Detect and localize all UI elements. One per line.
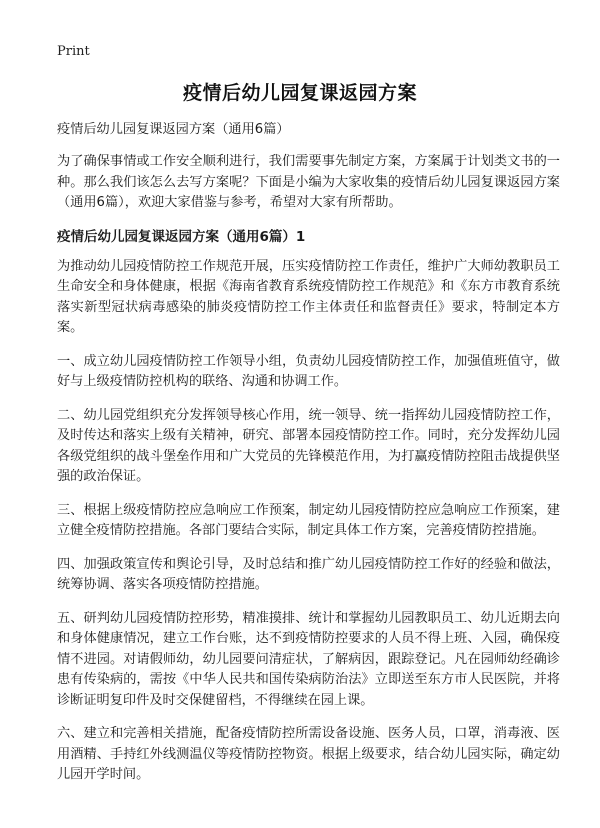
body-paragraph: 五、研判幼儿园疫情防控形势，精准摸排、统计和掌握幼儿园教职员工、幼儿近期去向和身体健康情况，建立工作台账，达不到疫情防控要求的人员不得上班、入园，确保疫情不进园。对请假师幼，幼儿园要问清症状，了解病因，跟踪登记。凡在园师幼经确诊患有传染病的，需按《中华人民共和国传染病防治法》立即送至东方市人民医院，并将诊断证明复印件及时交保健留档，不得继续在园上课。 bbox=[57, 610, 560, 708]
section-heading: 疫情后幼儿园复课返园方案（通用6篇）1 bbox=[57, 228, 306, 245]
print-link[interactable]: Print bbox=[57, 44, 90, 59]
body-paragraph: 三、根据上级疫情防控应急响应工作预案，制定幼儿园疫情防控应急响应工作预案，建立健全疫情防控措施。各部门要结合实际，制定具体工作方案，完善疫情防控措施。 bbox=[57, 502, 560, 538]
body-paragraph: 六、建立和完善相关措施，配备疫情防控所需设备设施、医务人员，口罩，消毒液、医用酒精、手持红外线测温仪等疫情防控物资。根据上级要求，结合幼儿园实际，确定幼儿园开学时间。 bbox=[57, 726, 560, 782]
intro-paragraph: 为了确保事情或工作安全顺利进行，我们需要事先制定方案，方案属于计划类文书的一种。那么我们该怎么去写方案呢？下面是小编为大家收集的疫情后幼儿园复课返园方案（通用6篇），欢迎大家借鉴与参考，希望对大家有所帮助。 bbox=[57, 154, 560, 210]
document-title: 疫情后幼儿园复课返园方案 bbox=[182, 82, 417, 104]
body-paragraph: 为推动幼儿园疫情防控工作规范开展，压实疫情防控工作责任，维护广大师幼教职员工生命安全和身体健康，根据《海南省教育系统疫情防控工作规范》和《东方市教育系统落实新型冠状病毒感染的肺炎疫情防控工作主体责任和监督责任》要求，特制定本方案。 bbox=[57, 258, 560, 335]
body-paragraph: 一、成立幼儿园疫情防控工作领导小组，负责幼儿园疫情防控工作，加强值班值守，做好与上级疫情防控机构的联络、沟通和协调工作。 bbox=[57, 353, 560, 389]
document-body bbox=[57, 120, 560, 799]
body-paragraph: 二、幼儿园党组织充分发挥领导核心作用，统一领导、统一指挥幼儿园疫情防控工作，及时传达和落实上级有关精神，研究、部署本园疫情防控工作。同时，充分发挥幼儿园各级党组织的战斗堡垒作用和广大党员的先锋模范作用，为打赢疫情防控阻击战提供坚强的政治保证。 bbox=[57, 407, 560, 484]
document-subtitle: 疫情后幼儿园复课返园方案（通用6篇） bbox=[57, 122, 290, 137]
body-paragraph: 四、加强政策宣传和舆论引导，及时总结和推广幼儿园疫情防控工作好的经验和做法，统筹协调、落实各项疫情防控措施。 bbox=[57, 556, 560, 592]
